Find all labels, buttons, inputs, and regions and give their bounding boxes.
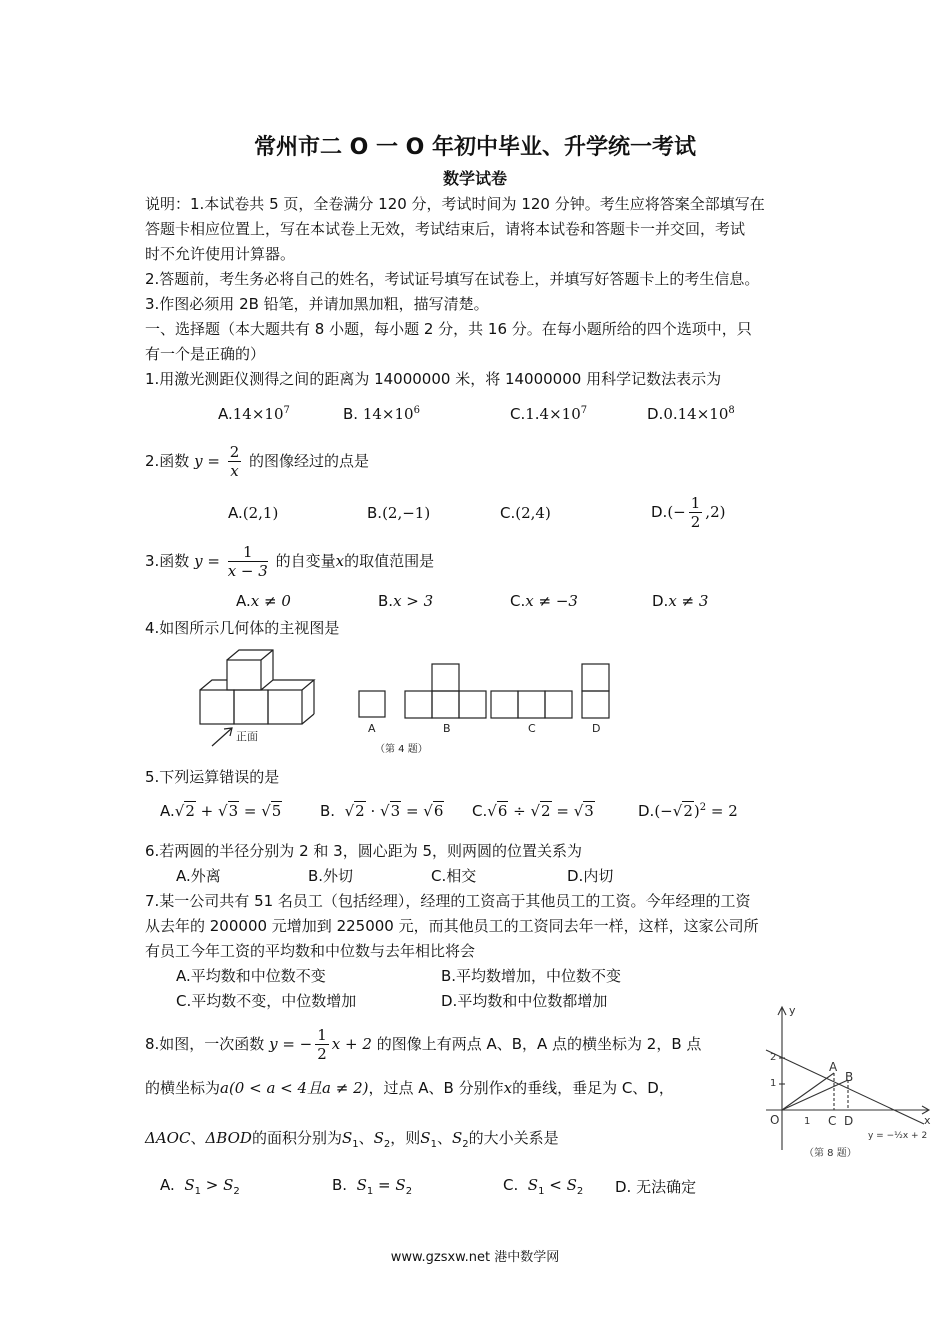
fraction: $\frac{1}{2}$ [317, 1026, 327, 1063]
page-subtitle: 数学试卷 [442, 169, 507, 188]
q2-option-a: A.(2,1) [228, 504, 279, 522]
question-8-stem: 8.如图，一次函数 y = − $\frac{1}{2}$ x + 2 的图像上有两点 A、B，A 点的横坐标为 2，B 点 [145, 1026, 702, 1063]
view-a-square [359, 691, 385, 717]
q8-option-b: B. $S_1 = S_2$ [332, 1176, 413, 1197]
q1-option-c: $C.1.4\times 10^7$ [510, 405, 588, 423]
q1-option-a: $A.14\times 10^7$ [218, 405, 290, 423]
solid-depth-edge [200, 680, 227, 690]
q4-figure [190, 648, 620, 760]
question-6-stem: 6.若两圆的半径分别为 2 和 3，圆心距为 5，则两圆的位置关系为 [145, 842, 583, 860]
q6-option-d: D.内切 [567, 867, 614, 885]
figure-caption: （第 8 题） [804, 1148, 857, 1159]
front-label: 正面 [236, 730, 258, 743]
question-7-stem: 从去年的 200000 元增加到 225000 元，而其他员工的工资同去年一样，这样，这家公司所 [145, 917, 759, 935]
solid-front-face [227, 660, 261, 690]
q5-option-d: $D.(-√2)^2 = 2$ [638, 802, 738, 820]
view-b-square [432, 691, 459, 718]
footer-site: www.gzsxw.net 港中数学网 [390, 1250, 560, 1265]
question-5-stem: 5.下列运算错误的是 [145, 768, 280, 786]
label-c: C [828, 1114, 837, 1128]
solid-depth-edge [261, 650, 273, 660]
view-b-square [459, 691, 486, 718]
view-b-square [432, 664, 459, 691]
question-7-stem: 7.某一公司共有 51 名员工（包括经理），经理的工资高于其他员工的工资。今年经理的工资 [145, 892, 751, 910]
q5-option-c: C.√6 ÷ √2 = √3 [472, 802, 594, 820]
label-d: D [844, 1114, 854, 1128]
question-1-stem: 1.用激光测距仪测得之间的距离为 14000000 米，将 14000000 用科学记数法表示为 [145, 370, 722, 388]
q2-option-b: B.(2,−1) [367, 504, 431, 522]
instruction-line: 说明：1.本试卷共 5 页，全卷满分 120 分，考试时间为 120 分钟。考生应将答案全部填写在 [145, 195, 765, 213]
question-7-stem: 有员工今年工资的平均数和中位数与去年相比将会 [145, 942, 476, 960]
question-4-stem: 4.如图所示几何体的主视图是 [145, 619, 340, 637]
option-label-d: D [592, 722, 601, 735]
front-arrow [212, 728, 232, 746]
instruction-line: 时不允许使用计算器。 [145, 245, 296, 263]
q1-option-d: $D.0.14\times 10^8$ [647, 405, 735, 423]
q5-option-b: B. √2 · √3 = √6 [320, 802, 444, 820]
label-1x: 1 [804, 1116, 811, 1127]
instruction-line: 答题卡相应位置上，写在本试卷上无效，考试结束后，请将本试卷和答题卡一并交回，考试 [145, 220, 746, 238]
q1-option-b: B. $14\times 10^6$ [343, 405, 420, 423]
function-line [766, 1050, 924, 1124]
figure-caption: （第 4 题） [375, 744, 428, 755]
q7-option-c: C.平均数不变，中位数增加 [176, 992, 357, 1010]
option-label-c: C [528, 722, 536, 735]
q3-option-d: D.x ≠ 3 [652, 592, 709, 610]
label-1: 1 [770, 1078, 777, 1089]
q7-option-a: A.平均数和中位数不变 [176, 967, 326, 985]
section-heading: 有一个是正确的） [145, 345, 266, 363]
q6-option-a: A.外离 [176, 867, 221, 885]
page-title: 常州市二 O 一 O 年初中毕业、升学统一考试 [253, 135, 697, 160]
fraction: $\frac{1}{x - 3}$ [227, 543, 268, 580]
question-3-stem: 3.函数 y = $\frac{1}{x - 3}$ 的自变量x的取值范围是 [145, 543, 435, 580]
q3-option-a: A.x ≠ 0 [236, 592, 291, 610]
line-equation: y = −½x + 2 [868, 1131, 928, 1141]
option-label-a: A [368, 722, 376, 735]
fraction: $\frac{2}{x}$ [229, 443, 240, 480]
label-o: O [770, 1113, 780, 1127]
view-c-square [545, 691, 572, 718]
q8-figure [752, 1000, 938, 1162]
label-2: 2 [770, 1052, 777, 1063]
q7-option-d: D.平均数和中位数都增加 [441, 992, 608, 1010]
q6-option-c: C.相交 [431, 867, 477, 885]
solid-front-face [234, 690, 268, 724]
view-d-square [582, 664, 609, 691]
solid-depth-edge [302, 714, 314, 724]
section-heading: 一、选择题（本大题共有 8 小题，每小题 2 分，共 16 分。在每小题所给的四个选项中，只 [145, 320, 752, 338]
segment-oa [782, 1073, 834, 1110]
q2-option-d: D.(− $\frac{1}{2}$ ,2) [651, 494, 726, 531]
view-c-square [491, 691, 518, 718]
solid-front-face [268, 690, 302, 724]
q8-option-a: A. $S_1 > S_2$ [160, 1176, 240, 1197]
label-b: B [845, 1070, 854, 1084]
view-b-square [405, 691, 432, 718]
fraction: $\frac{1}{2}$ [690, 494, 701, 531]
instruction-line: 2.答题前，考生务必将自己的姓名，考试证号填写在试卷上，并填写好答题卡上的考生信息。 [145, 270, 760, 288]
view-d-square [582, 691, 609, 718]
q5-option-a: A.√2 + √3 = √5 [160, 802, 282, 820]
q3-option-b: B.x > 3 [378, 592, 434, 610]
question-8-stem: ΔAOC、ΔBOD的面积分别为$S_1$、$S_2$，则$S_1$、$S_2$的大小关系是 [145, 1129, 559, 1150]
label-x: x [924, 1114, 931, 1127]
q8-option-d: D. 无法确定 [615, 1178, 697, 1196]
q7-option-b: B.平均数增加，中位数不变 [441, 967, 622, 985]
label-y: y [789, 1004, 796, 1017]
question-2-stem: 2.函数 y = $\frac{2}{x}$ 的图像经过的点是 [145, 443, 370, 480]
q6-option-b: B.外切 [308, 867, 354, 885]
q3-option-c: C.x ≠ −3 [510, 592, 578, 610]
q2-option-c: C.(2,4) [500, 504, 551, 522]
solid-depth-edge [273, 680, 314, 690]
segment-ob [782, 1080, 848, 1110]
question-8-stem: 的横坐标为a(0 < a < 4且a ≠ 2)，过点 A、B 分别作x的垂线，垂足为 C、D， [145, 1079, 674, 1097]
option-label-b: B [443, 722, 451, 735]
solid-front-face [200, 690, 234, 724]
instruction-line: 3.作图必须用 2B 铅笔，并请加黑加粗，描写清楚。 [145, 295, 489, 313]
view-c-square [518, 691, 545, 718]
q8-option-c: C. $S_1 < S_2$ [503, 1176, 584, 1197]
label-a: A [829, 1060, 838, 1074]
